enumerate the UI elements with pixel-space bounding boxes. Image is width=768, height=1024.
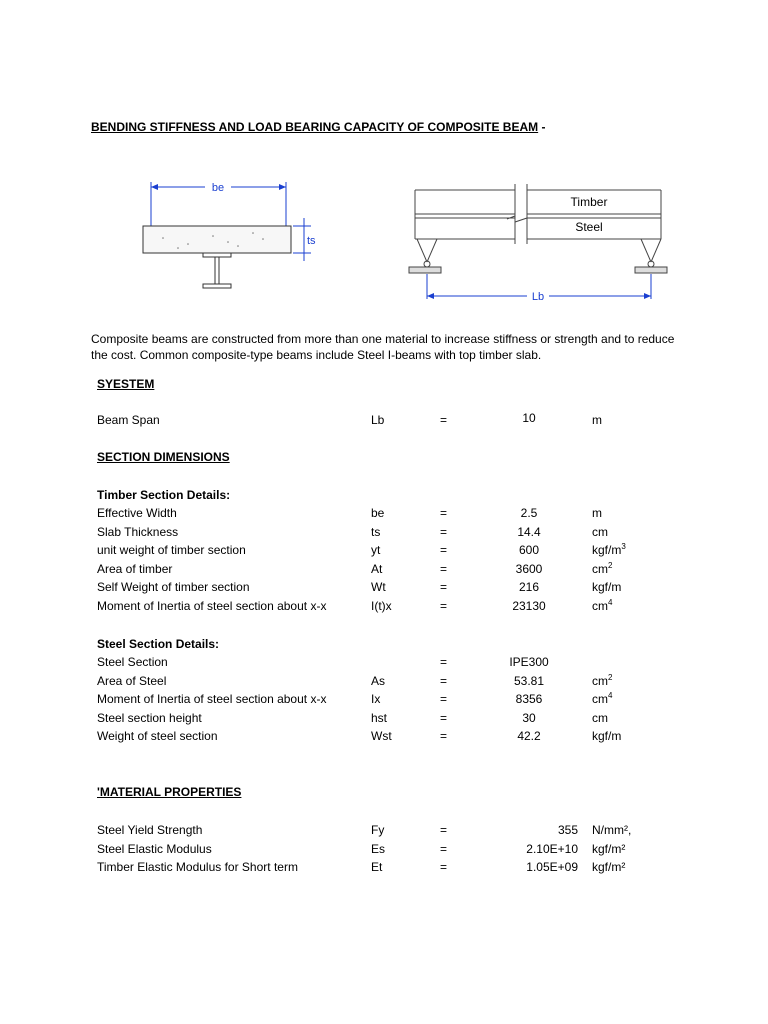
- row-equals: [440, 599, 447, 613]
- row-unit: m: [592, 413, 602, 427]
- row-equals: [440, 711, 447, 725]
- row-symbol: [371, 674, 385, 688]
- data-row: [0, 525, 768, 543]
- row-symbol-text: Es: [371, 841, 386, 856]
- row-label: [97, 525, 178, 539]
- row-value-text: 1.05E+09: [526, 860, 578, 875]
- unit-exponent: 4: [608, 691, 613, 701]
- row-equals-text: =: [440, 655, 448, 669]
- row-label-text: Self Weight of timber section: [97, 580, 250, 595]
- row-label-text: Steel Section: [97, 655, 168, 669]
- row-equals: [440, 823, 447, 837]
- row-unit: [592, 729, 621, 743]
- row-symbol: [371, 506, 384, 520]
- row-value-text: 8356: [515, 692, 543, 707]
- row-unit: [592, 506, 602, 520]
- row-unit-text: kgf/m²: [592, 841, 626, 856]
- row-symbol: [371, 860, 382, 874]
- beam-elevation-figure: [403, 182, 668, 307]
- row-unit: [592, 525, 608, 539]
- row-unit-text: m: [592, 506, 602, 520]
- row-equals-text: =: [440, 673, 448, 688]
- row-unit: [592, 823, 631, 837]
- row-label: [97, 842, 212, 856]
- row-value-text: 2.5: [520, 506, 538, 520]
- row-equals: [440, 655, 447, 669]
- row-value-text: 216: [518, 580, 540, 595]
- row-label: [97, 580, 250, 594]
- data-row: [0, 655, 768, 673]
- row-unit: [592, 711, 608, 725]
- row-value: 10: [522, 411, 536, 425]
- data-row: [0, 599, 768, 617]
- row-equals: =: [440, 413, 448, 427]
- unit-exponent: 3: [621, 542, 626, 552]
- row-unit-text: cm: [592, 692, 608, 707]
- row-label: Beam Span: [97, 413, 160, 427]
- row-symbol-text: Fy: [371, 823, 385, 837]
- row-value-text: IPE300: [509, 655, 549, 669]
- row-label-text: Area of Steel: [97, 673, 167, 688]
- row-unit: [592, 692, 612, 706]
- unit-exponent: 2: [608, 672, 613, 682]
- row-value-text: 53.81: [513, 673, 545, 688]
- unit-exponent: 2: [608, 560, 613, 570]
- row-label-text: Steel section height: [97, 710, 202, 725]
- row-label-text: Moment of Inertia of steel section about x-x: [97, 692, 327, 707]
- row-value: [480, 729, 578, 743]
- row-unit: [592, 562, 612, 576]
- row-equals-text: =: [440, 506, 448, 520]
- row-value: [480, 655, 578, 669]
- row-unit-text: cm: [592, 710, 608, 725]
- row-symbol-text: be: [371, 506, 385, 520]
- row-value: [480, 599, 578, 613]
- row-equals: [440, 692, 447, 706]
- row-value: [480, 543, 578, 557]
- row-equals: [440, 674, 447, 688]
- row-symbol: [371, 692, 380, 706]
- row-unit: [592, 543, 626, 557]
- row-unit: [592, 860, 625, 874]
- row-unit-text: kgf/m: [592, 543, 622, 558]
- row-label-text: Moment of Inertia of steel section about x-x: [97, 599, 327, 613]
- row-equals: [440, 506, 447, 520]
- row-label-text: Effective Width: [97, 506, 177, 520]
- row-value-text: 23130: [512, 599, 546, 613]
- row-equals-text: =: [440, 580, 448, 595]
- row-unit: [592, 580, 621, 594]
- row-unit-text: cm: [592, 599, 608, 613]
- data-row: [0, 692, 768, 710]
- row-value: [480, 860, 578, 874]
- row-equals-text: =: [440, 543, 448, 558]
- data-row: [0, 580, 768, 598]
- row-symbol-text: yt: [371, 543, 381, 558]
- data-row: [0, 860, 768, 878]
- row-value: [480, 580, 578, 594]
- row-equals-text: =: [440, 841, 448, 856]
- section-dimensions-heading: SECTION DIMENSIONS: [97, 450, 230, 464]
- row-equals: [440, 860, 447, 874]
- row-equals: [440, 842, 447, 856]
- data-row: [0, 674, 768, 692]
- row-unit-text: kgf/m²: [592, 860, 626, 875]
- row-symbol: [371, 711, 387, 725]
- unit-exponent: 4: [608, 598, 613, 607]
- row-symbol-text: Wt: [371, 580, 386, 595]
- row-label: [97, 711, 202, 725]
- row-symbol-text: Ix: [371, 692, 381, 707]
- row-symbol: [371, 599, 392, 613]
- row-value-text: 2.10E+10: [526, 841, 578, 856]
- row-equals-text: =: [440, 599, 448, 613]
- row-value-text: 14.4: [517, 524, 541, 539]
- row-label-text: unit weight of timber section: [97, 543, 246, 558]
- data-row: [0, 711, 768, 729]
- cross-section-figure: [133, 176, 328, 296]
- row-unit: [592, 674, 612, 688]
- row-symbol-text: ts: [371, 524, 381, 539]
- row-value-text: 3600: [515, 561, 543, 576]
- row-symbol: [371, 580, 386, 594]
- row-unit-text: cm: [592, 524, 608, 539]
- row-unit-text: cm: [592, 561, 608, 576]
- row-equals: [440, 729, 447, 743]
- row-unit: [592, 842, 625, 856]
- ts-dimension-label: ts: [307, 235, 316, 247]
- row-equals-text: =: [440, 710, 448, 725]
- row-equals-text: =: [440, 561, 448, 576]
- row-symbol: [371, 543, 380, 557]
- row-label: [97, 506, 177, 520]
- row-symbol: [371, 525, 380, 539]
- row-label-text: Steel Yield Strength: [97, 823, 203, 837]
- row-symbol: Lb: [371, 413, 385, 427]
- row-equals-text: =: [440, 692, 448, 707]
- page-title: [91, 120, 545, 134]
- row-value: [480, 692, 578, 706]
- row-symbol-text: Wst: [371, 729, 392, 744]
- row-unit-text: kgf/m: [592, 729, 622, 744]
- be-dimension-label: be: [211, 182, 225, 194]
- row-equals-text: =: [440, 860, 448, 875]
- row-value: [480, 674, 578, 688]
- row-label-text: Timber Elastic Modulus for Short term: [97, 860, 298, 875]
- row-value-text: 600: [518, 543, 540, 558]
- row-label: [97, 543, 246, 557]
- steel-layer-label: Steel: [575, 220, 603, 234]
- data-row: [0, 506, 768, 524]
- row-value-text: 355: [557, 823, 578, 837]
- row-label-text: Steel Elastic Modulus: [97, 841, 212, 856]
- row-value: [480, 506, 578, 520]
- row-label: [97, 729, 218, 743]
- row-value: [480, 562, 578, 576]
- row-equals-text: =: [440, 823, 448, 837]
- row-symbol-text: At: [371, 561, 383, 576]
- row-equals-text: =: [440, 729, 448, 744]
- row-unit-text: cm: [592, 673, 608, 688]
- data-row: [0, 562, 768, 580]
- row-label-text: Slab Thickness: [97, 524, 179, 539]
- row-label-text: Weight of steel section: [97, 729, 218, 744]
- row-equals: [440, 543, 447, 557]
- row-label: [97, 692, 326, 706]
- row-equals-text: =: [440, 524, 448, 539]
- row-label: [97, 655, 168, 669]
- row-symbol: [371, 729, 392, 743]
- row-symbol-text: Et: [371, 860, 383, 875]
- system-heading: SYESTEM: [97, 377, 155, 391]
- row-value: [480, 711, 578, 725]
- row-label: [97, 562, 172, 576]
- data-row: [0, 823, 768, 841]
- steel-details-heading: Steel Section Details:: [97, 637, 220, 651]
- row-symbol: [371, 823, 384, 837]
- row-unit: [592, 599, 612, 613]
- row-symbol-text: As: [371, 673, 386, 688]
- row-symbol: [371, 842, 385, 856]
- row-equals: [440, 580, 447, 594]
- row-unit-text: N/mm²,: [592, 823, 632, 837]
- row-label: [97, 860, 298, 874]
- row-symbol-text: I(t)x: [371, 599, 392, 613]
- row-value: [480, 823, 578, 837]
- page-title-text: BENDING STIFFNESS AND LOAD BEARING CAPACITY OF COMPOSITE BEAM: [91, 120, 539, 134]
- row-value: [480, 525, 578, 539]
- row-value-text: 30: [522, 710, 536, 725]
- row-symbol-text: hst: [371, 710, 388, 725]
- beam-span-row: [0, 413, 768, 431]
- row-label: [97, 823, 202, 837]
- data-row: [0, 842, 768, 860]
- row-label: [97, 674, 166, 688]
- material-properties-heading: 'MATERIAL PROPERTIES: [97, 785, 242, 799]
- row-value-text: 42.2: [517, 729, 541, 744]
- intro-paragraph: Composite beams are constructed from more than one material to increase stiffness or strength and to reduce the cost. Common composite-type beams include Steel I-beams with top timber slab.: [91, 332, 675, 362]
- row-unit-text: kgf/m: [592, 580, 622, 595]
- row-symbol: [371, 562, 382, 576]
- row-equals: [440, 525, 447, 539]
- row-value: [480, 842, 578, 856]
- page-title-suffix: -: [538, 120, 546, 134]
- data-row: [0, 543, 768, 561]
- timber-layer-label: Timber: [570, 195, 608, 209]
- row-label-text: Area of timber: [97, 561, 173, 576]
- row-label: [97, 599, 326, 613]
- row-equals: [440, 562, 447, 576]
- timber-details-heading: Timber Section Details:: [97, 488, 231, 502]
- lb-dimension-label: Lb: [531, 291, 545, 303]
- data-row: [0, 729, 768, 747]
